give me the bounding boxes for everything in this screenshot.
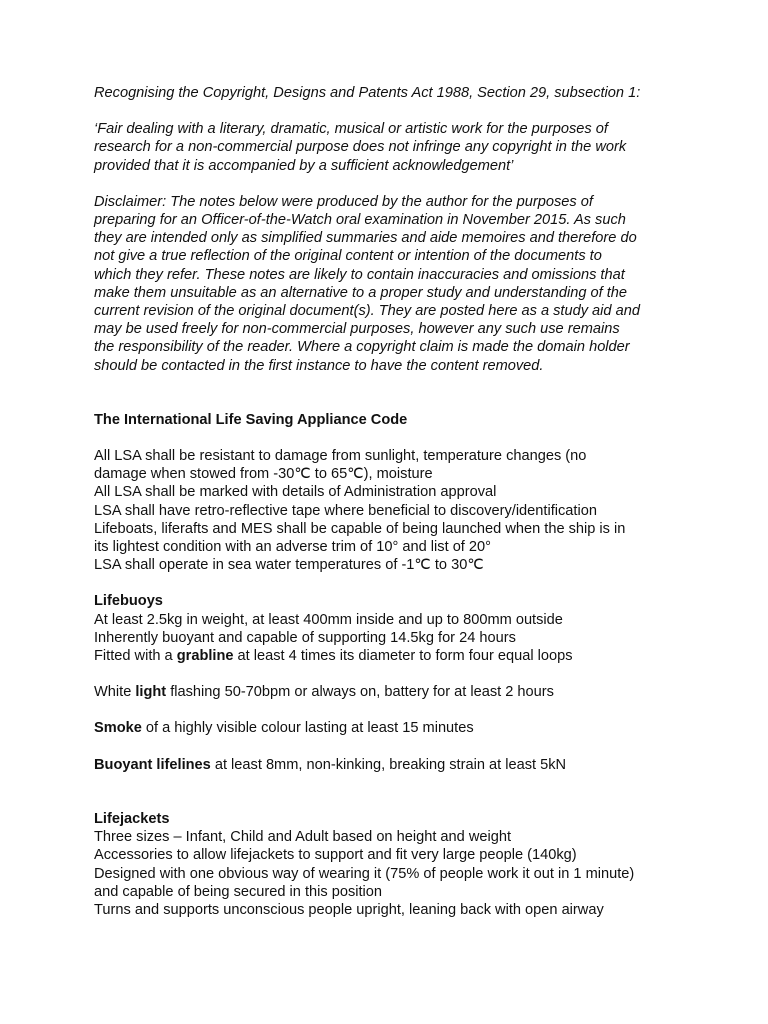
lifejackets-line: Designed with one obvious way of wearing it (75% of people work it out in 1 minute) bbox=[94, 865, 635, 882]
lifebuoys-section bbox=[94, 592, 684, 773]
disclaimer-line: preparing for an Officer-of-the-Watch oral examination in November 2015. As such bbox=[94, 212, 626, 229]
lsa-code-heading: The International Life Saving Appliance Code bbox=[94, 411, 408, 428]
act-reference: Recognising the Copyright, Designs and Patents Act 1988, Section 29, subsection 1: bbox=[94, 85, 641, 101]
lsa-code-line: its lightest condition with an adverse trim of 10° and list of 20° bbox=[94, 539, 491, 556]
lsa-code-line: All LSA shall be marked with details of Administration approval bbox=[94, 484, 497, 501]
quote-line: provided that it is accompanied by a sufficient acknowledgement’ bbox=[94, 157, 514, 174]
fair-dealing-quote bbox=[94, 120, 684, 175]
smoke-line bbox=[94, 719, 684, 737]
lifejackets-section bbox=[94, 810, 684, 919]
lifebuoys-line: Inherently buoyant and capable of supporting 14.5kg for 24 hours bbox=[94, 629, 516, 646]
lsa-code-section bbox=[94, 411, 684, 575]
lifejackets-line: Turns and supports unconscious people upright, leaning back with open airway bbox=[94, 901, 604, 918]
disclaimer-line: Disclaimer: The notes below were produced by the author for the purposes of bbox=[94, 193, 593, 210]
lifelines-term: Buoyant lifelines bbox=[94, 756, 211, 773]
lifelines-line bbox=[94, 756, 684, 774]
grabline-line bbox=[94, 647, 684, 665]
smoke-post: of a highly visible colour lasting at least 15 minutes bbox=[141, 720, 474, 737]
light-term: light bbox=[135, 684, 167, 701]
lsa-code-line: LSA shall operate in sea water temperatures of -1℃ to 30℃ bbox=[94, 557, 484, 574]
disclaimer-line: may be used freely for non-commercial purposes, however any such use remains bbox=[94, 321, 620, 338]
quote-line: ‘Fair dealing with a literary, dramatic, musical or artistic work for the purposes of bbox=[94, 121, 608, 138]
light-post: flashing 50-70bpm or always on, battery for at least 2 hours bbox=[166, 684, 554, 701]
document-body bbox=[94, 84, 684, 919]
light-line bbox=[94, 683, 684, 701]
lsa-code-line: All LSA shall be resistant to damage from sunlight, temperature changes (no bbox=[94, 448, 587, 465]
lifejackets-heading: Lifejackets bbox=[94, 810, 170, 827]
disclaimer-line: they are intended only as simplified summaries and aide memoires and therefore do bbox=[94, 230, 637, 247]
lifebuoys-line: At least 2.5kg in weight, at least 400mm inside and up to 800mm outside bbox=[94, 611, 563, 628]
lifejackets-line: Accessories to allow lifejackets to support and fit very large people (140kg) bbox=[94, 847, 577, 864]
disclaimer-line: make them unsuitable as an alternative to a proper study and understanding of the bbox=[94, 284, 628, 301]
lifebuoys-heading: Lifebuoys bbox=[94, 593, 163, 610]
disclaimer-line: current revision of the original document(s). They are posted here as a study aid and bbox=[94, 303, 640, 320]
disclaimer-line: the responsibility of the reader. Where a copyright claim is made the domain holder bbox=[94, 339, 630, 356]
grabline-post: at least 4 times its diameter to form four equal loops bbox=[233, 648, 573, 665]
lifejackets-line: and capable of being secured in this position bbox=[94, 883, 383, 900]
lsa-code-line: Lifeboats, liferafts and MES shall be capable of being launched when the ship is in bbox=[94, 520, 626, 537]
lsa-code-line: damage when stowed from -30℃ to 65℃), moisture bbox=[94, 466, 433, 483]
lifelines-post: at least 8mm, non-kinking, breaking strain at least 5kN bbox=[210, 756, 567, 773]
lifejackets-line: Three sizes – Infant, Child and Adult based on height and weight bbox=[94, 829, 512, 846]
lsa-code-line: LSA shall have retro-reflective tape where beneficial to discovery/identification bbox=[94, 502, 597, 519]
quote-line: research for a non-commercial purpose does not infringe any copyright in the work bbox=[94, 139, 627, 156]
grabline-term: grabline bbox=[176, 648, 234, 665]
disclaimer bbox=[94, 193, 684, 375]
grabline-pre: Fitted with a bbox=[94, 648, 177, 665]
disclaimer-line: not give a true reflection of the original content or intention of the documents to bbox=[94, 248, 602, 265]
smoke-term: Smoke bbox=[94, 720, 142, 737]
light-pre: White bbox=[94, 684, 136, 701]
disclaimer-line: should be contacted in the first instance to have the content removed. bbox=[94, 357, 544, 374]
disclaimer-line: which they refer. These notes are likely to contain inaccuracies and omissions that bbox=[94, 266, 625, 283]
